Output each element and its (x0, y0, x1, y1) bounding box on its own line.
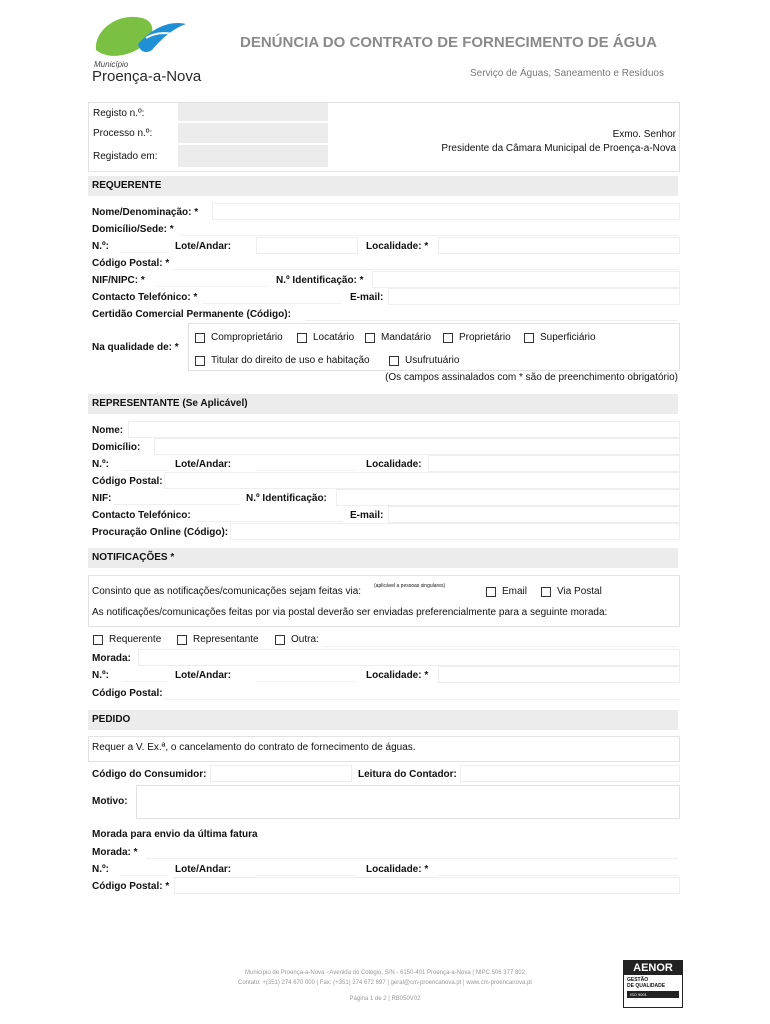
logo-emblem-icon (88, 10, 198, 62)
registo-field[interactable] (178, 103, 328, 121)
consumidor-field[interactable] (210, 765, 352, 782)
rep-nome-field[interactable] (128, 421, 680, 438)
req-contacto-field[interactable] (202, 288, 342, 304)
req-numero-label: N.º: (92, 241, 109, 252)
option-titular-uso-habitacao[interactable]: Titular do direito de uso e habitação (195, 355, 370, 366)
option-mandatario[interactable]: Mandatário (365, 332, 431, 343)
req-codigo-postal-field[interactable] (172, 254, 678, 270)
checkbox-icon (524, 333, 534, 343)
checkbox-icon (93, 635, 103, 645)
checkbox-icon (195, 333, 205, 343)
rep-domicilio-field[interactable] (154, 438, 680, 455)
registry-panel (88, 102, 680, 172)
ped-morada-field[interactable] (146, 843, 678, 859)
req-email-field[interactable] (388, 288, 680, 305)
checkbox-icon (486, 587, 496, 597)
footer-page-number: Página 1 de 2 | RB050V02 (349, 996, 421, 1002)
rep-identificacao-label: N.º Identificação: (246, 493, 327, 504)
municipality-logo (88, 10, 202, 86)
dest-outra-field[interactable] (322, 631, 678, 647)
req-nif-field[interactable] (156, 271, 268, 287)
ped-lote-label: Lote/Andar: (175, 864, 232, 875)
not-morada-field[interactable] (138, 649, 680, 666)
req-domicilio-field[interactable] (180, 220, 678, 236)
motivo-field[interactable] (136, 785, 680, 819)
req-localidade-field[interactable] (438, 237, 680, 254)
not-numero-field[interactable] (122, 666, 168, 682)
not-codigo-postal-field[interactable] (164, 684, 678, 700)
rep-codigo-postal-field[interactable] (164, 472, 680, 489)
req-nome-label: Nome/Denominação: * (92, 207, 199, 218)
mandatory-note: (Os campos assinalados com * são de preenchimento obrigatório) (385, 372, 678, 383)
rep-localidade-field[interactable] (428, 455, 680, 472)
page-title: DENÚNCIA DO CONTRATO DE FORNECIMENTO DE ÁGUA (240, 34, 657, 51)
ped-codigo-postal-label: Código Postal: * (92, 881, 170, 892)
registado-label: Registado em: (93, 151, 158, 162)
aenor-cert: ISO 9001 (627, 991, 679, 998)
rep-domicilio-label: Domicílio: (92, 442, 141, 453)
option-dest-representante[interactable]: Representante (177, 634, 259, 645)
req-nome-field[interactable] (212, 203, 680, 220)
not-lote-label: Lote/Andar: (175, 670, 232, 681)
consumidor-label: Código do Consumidor: (92, 769, 207, 780)
ped-localidade-field[interactable] (438, 860, 678, 876)
rep-nif-label: NIF: (92, 493, 112, 504)
rep-email-label: E-mail: (350, 510, 384, 521)
rep-lote-label: Lote/Andar: (175, 459, 232, 470)
rep-nif-field[interactable] (114, 489, 240, 505)
option-dest-requerente[interactable]: Requerente (93, 634, 161, 645)
processo-field[interactable] (178, 123, 328, 143)
ped-numero-field[interactable] (122, 860, 168, 876)
aenor-line2: DE QUALIDADE (627, 983, 666, 989)
notificacoes-section-header (88, 548, 678, 568)
req-lote-label: Lote/Andar: (175, 241, 232, 252)
checkbox-icon (443, 333, 453, 343)
option-proprietario[interactable]: Proprietário (443, 332, 511, 343)
motivo-label: Motivo: (92, 796, 128, 807)
req-numero-field[interactable] (122, 237, 168, 253)
representante-section-title: REPRESENTANTE (Se Aplicável) (92, 398, 248, 409)
addressee-line1: Exmo. Senhor (612, 129, 676, 140)
registado-field[interactable] (178, 145, 328, 167)
leitura-field[interactable] (460, 765, 680, 782)
req-domicilio-label: Domicílio/Sede: * (92, 224, 174, 235)
rep-identificacao-field[interactable] (336, 489, 680, 506)
checkbox-icon (297, 333, 307, 343)
requerente-section-title: REQUERENTE (92, 180, 162, 191)
checkbox-icon (541, 587, 551, 597)
representante-section-header (88, 394, 678, 414)
logo-line2: Proença-a-Nova (92, 68, 202, 85)
pedido-section-header (88, 710, 678, 730)
req-identificacao-label: N.º Identificação: * (276, 275, 364, 286)
notificacoes-section-title: NOTIFICAÇÕES * (92, 552, 175, 563)
ped-numero-label: N.º: (92, 864, 109, 875)
rep-procuracao-label: Procuração Online (Código): (92, 527, 229, 538)
option-locatario[interactable]: Locatário (297, 332, 354, 343)
rep-numero-field[interactable] (122, 455, 168, 471)
ped-codigo-postal-field[interactable] (174, 877, 680, 894)
req-email-label: E-mail: (350, 292, 384, 303)
checkbox-icon (275, 635, 285, 645)
postal-address-note: As notificações/comunicações feitas por via postal deverão ser enviadas preferencialmente para a seguinte morada: (92, 607, 608, 618)
rep-codigo-postal-label: Código Postal: (92, 476, 163, 487)
rep-contacto-label: Contacto Telefónico: (92, 510, 191, 521)
req-codigo-postal-label: Código Postal: * (92, 258, 170, 269)
requerente-section-header (88, 176, 678, 196)
rep-nome-label: Nome: (92, 425, 124, 436)
not-localidade-field[interactable] (438, 666, 680, 683)
checkbox-icon (177, 635, 187, 645)
pedido-text: Requer a V. Ex.ª, o cancelamento do contrato de fornecimento de águas. (92, 742, 416, 753)
checkbox-icon (365, 333, 375, 343)
logo-line1: Município (94, 60, 129, 69)
option-via-postal[interactable]: Via Postal (541, 586, 602, 597)
ped-localidade-label: Localidade: * (366, 864, 429, 875)
aenor-line1: GESTÃO (627, 977, 649, 983)
footer-address: Município de Proença-a-Nova - Avenida do Colégio, S/N - 6150-401 Proença-a-Nova | NIPC 506 377 802 (245, 970, 525, 976)
option-dest-outra[interactable]: Outra: (275, 634, 319, 645)
rep-numero-label: N.º: (92, 459, 109, 470)
page-subtitle: Serviço de Águas, Saneamento e Resíduos (469, 68, 664, 79)
req-lote-field[interactable] (256, 237, 358, 254)
rep-procuracao-field[interactable] (230, 523, 680, 540)
rep-email-field[interactable] (388, 506, 680, 523)
option-superficiario[interactable]: Superficiário (524, 332, 596, 343)
option-usufrutuario[interactable]: Usufrutuário (389, 355, 459, 366)
option-email[interactable]: Email (486, 586, 527, 597)
req-nif-label: NIF/NIPC: * (92, 275, 145, 286)
processo-label: Processo n.º: (93, 128, 153, 139)
not-lote-field[interactable] (256, 666, 356, 682)
pedido-section-title: PEDIDO (92, 714, 131, 725)
aenor-brand: AENOR (624, 961, 682, 975)
aenor-certification-logo (623, 960, 683, 1008)
checkbox-icon (195, 356, 205, 366)
addressee-line2: Presidente da Câmara Municipal de Proença-a-Nova (441, 143, 676, 154)
req-identificacao-field[interactable] (372, 271, 680, 288)
consent-superscript: (aplicável a pessoas singulares) (374, 583, 446, 589)
option-comproprietario[interactable]: Comproprietário (195, 332, 283, 343)
ped-lote-field[interactable] (256, 860, 356, 876)
not-localidade-label: Localidade: * (366, 670, 429, 681)
checkbox-icon (389, 356, 399, 366)
req-contacto-label: Contacto Telefónico: * (92, 292, 198, 303)
rep-contacto-field[interactable] (196, 506, 342, 522)
rep-lote-field[interactable] (256, 455, 356, 471)
not-numero-label: N.º: (92, 670, 109, 681)
footer-contacts: Contato: +(351) 274 670 000 | Fax: (+351) 274 672 697 | geral@cm-proencanova.pt | www.cm-proencanova.pt (238, 980, 532, 986)
req-certidao-field[interactable] (306, 305, 678, 321)
morada-fatura-label: Morada para envio da última fatura (92, 829, 258, 840)
ped-morada-label: Morada: * (92, 847, 138, 858)
not-morada-label: Morada: (92, 653, 131, 664)
rep-localidade-label: Localidade: (366, 459, 422, 470)
registo-label: Registo n.º: (93, 108, 145, 119)
req-certidao-label: Certidão Comercial Permanente (Código): (92, 309, 291, 320)
consent-text: Consinto que as notificações/comunicações sejam feitas via: (92, 586, 362, 597)
req-localidade-label: Localidade: * (366, 241, 429, 252)
not-codigo-postal-label: Código Postal: (92, 688, 163, 699)
req-qualidade-label: Na qualidade de: * (92, 342, 179, 353)
leitura-label: Leitura do Contador: (358, 769, 457, 780)
